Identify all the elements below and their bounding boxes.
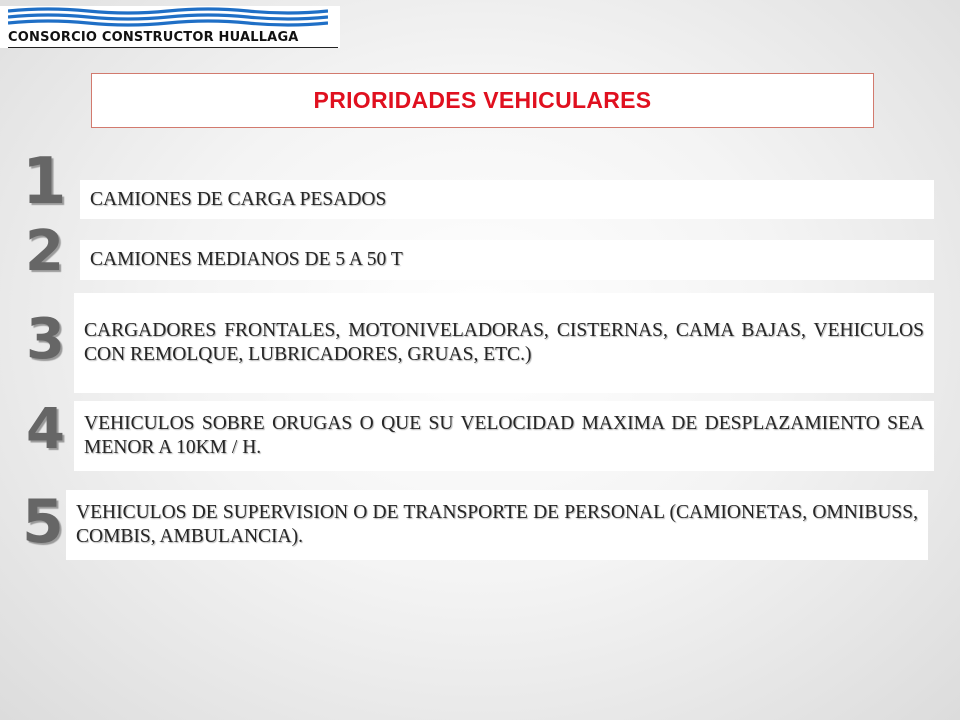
priority-item-4 [74, 401, 934, 471]
priority-item-1 [80, 180, 934, 219]
priority-text: CAMIONES DE CARGA PESADOS [90, 188, 387, 210]
priority-text: VEHICULOS SOBRE ORUGAS O QUE SU VELOCIDAD MAXIMA DE DESPLAZAMIENTO SEA MENOR A 10KM / H. [84, 413, 924, 458]
priority-number-1: 1 [22, 145, 67, 219]
priority-text: VEHICULOS DE SUPERVISION O DE TRANSPORTE DE PERSONAL (CAMIONETAS, OMNIBUSS, COMBIS, AMBULANCIA). [76, 502, 918, 547]
priority-text: CAMIONES MEDIANOS DE 5 A 50 T [90, 249, 403, 271]
priority-number-2: 2 [25, 219, 64, 284]
priority-text: CARGADORES FRONTALES, MOTONIVELADORAS, CISTERNAS, CAMA BAJAS, VEHICULOS CON REMOLQUE, LUBRICADORES, GRUAS, ETC.) [84, 320, 924, 365]
priority-number-5: 5 [22, 487, 64, 557]
title-box [91, 73, 874, 128]
water-waves-icon [8, 6, 328, 30]
priority-item-5 [66, 490, 928, 560]
priority-number-3: 3 [26, 307, 65, 372]
priority-number-4: 4 [26, 397, 65, 462]
logo-underline [8, 47, 338, 48]
company-logo [0, 6, 340, 48]
priority-item-3 [74, 293, 934, 393]
company-name: CONSORCIO CONSTRUCTOR HUALLAGA [8, 30, 299, 45]
page-title: PRIORIDADES VEHICULARES [313, 87, 652, 113]
priority-item-2 [80, 240, 934, 280]
